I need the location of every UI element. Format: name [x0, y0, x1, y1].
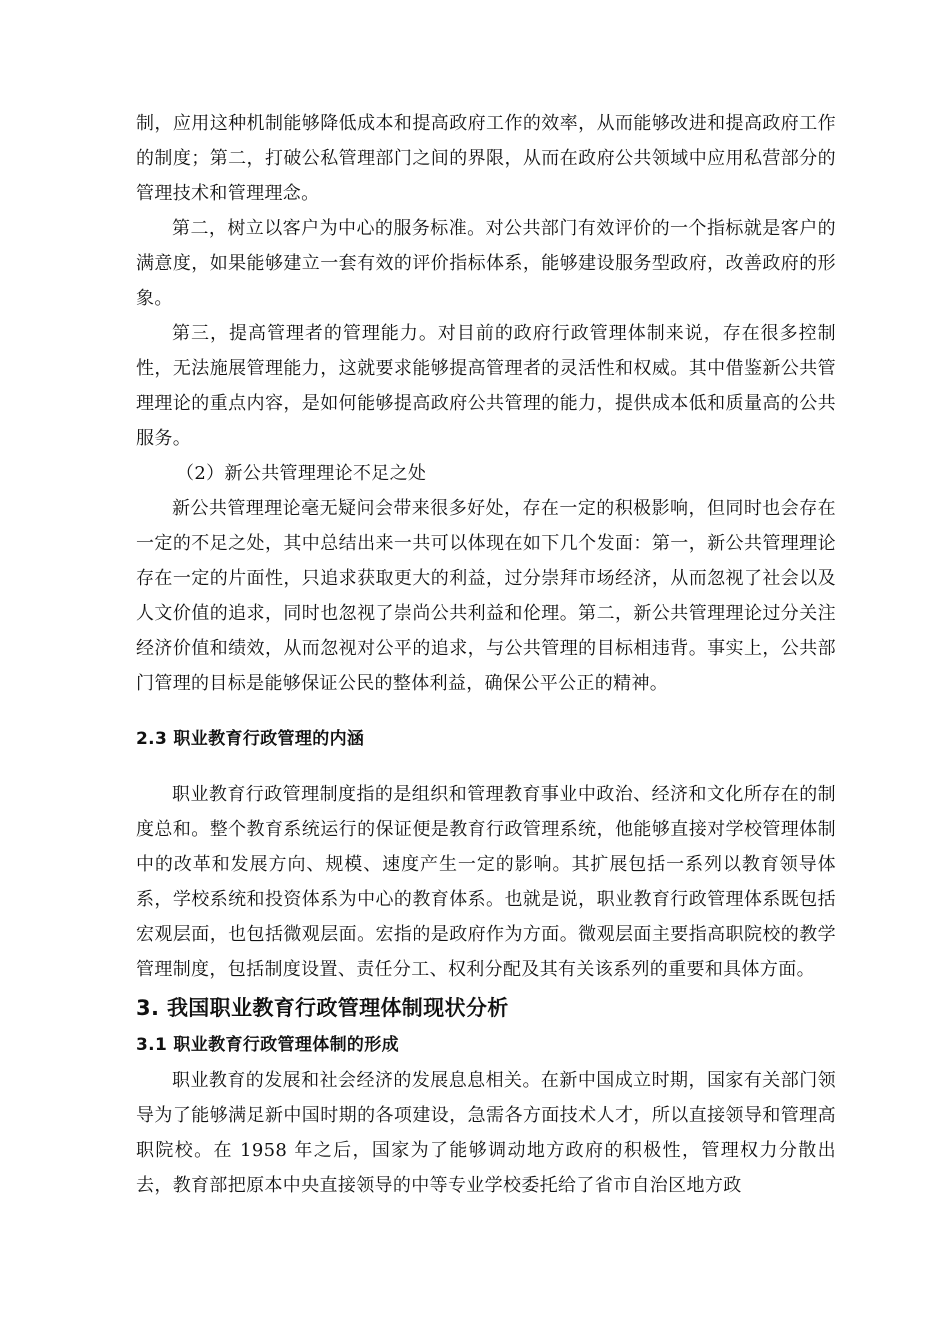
chapter-heading-3: 3. 我国职业教育行政管理体制现状分析	[136, 996, 509, 1020]
document-page	[136, 106, 836, 1203]
paragraph-formation: 职业教育的发展和社会经济的发展息息相关。在新中国成立时期，国家有关部门领导为了能够满足新中国时期的各项建设，急需各方面技术人才，所以直接领导和管理高职院校。在 1958 年之后，国家为了能够调动地方政府的积极性，管理权力分散出去，教育部把原本中央直接领导的中等专业学校委托给了省市自治区地方政	[136, 1070, 836, 1196]
paragraph-second-point: 第二，树立以客户为中心的服务标准。对公共部门有效评价的一个指标就是客户的满意度，如果能够建立一套有效的评价指标体系，能够建设服务型政府，改善政府的形象。	[136, 218, 836, 309]
section-heading-2-3: 2.3 职业教育行政管理的内涵	[136, 729, 365, 749]
section-heading-3-1: 3.1 职业教育行政管理体制的形成	[136, 1035, 399, 1055]
paragraph-connotation: 职业教育行政管理制度指的是组织和管理教育事业中政治、经济和文化所存在的制度总和。整个教育系统运行的保证便是教育行政管理系统，他能够直接对学校管理体制中的改革和发展方向、规模、速度产生一定的影响。其扩展包括一系列以教育领导体系，学校系统和投资体系为中心的教育体系。也就是说，职业教育行政管理体系既包括宏观层面，也包括微观层面。宏指的是政府作为方面。微观层面主要指高职院校的教学管理制度，包括制度设置、责任分工、权利分配及其有关该系列的重要和具体方面。	[136, 784, 836, 980]
paragraph-shortcomings: 新公共管理理论毫无疑问会带来很多好处，存在一定的积极影响，但同时也会存在一定的不足之处，其中总结出来一共可以体现在如下几个发面：第一，新公共管理理论存在一定的片面性，只追求获取更大的利益，过分崇拜市场经济，从而忽视了社会以及人文价值的追求，同时也忽视了崇尚公共利益和伦理。第二，新公共管理理论过分关注经济价值和绩效，从而忽视对公平的追求，与公共管理的目标相违背。事实上，公共部门管理的目标是能够保证公民的整体利益，确保公平公正的精神。	[136, 498, 836, 694]
paragraph-third-point: 第三，提高管理者的管理能力。对目前的政府行政管理体制来说，存在很多控制性，无法施展管理能力，这就要求能够提高管理者的灵活性和权威。其中借鉴新公共管理理论的重点内容，是如何能够提高政府公共管理的能力，提供成本低和质量高的公共服务。	[136, 323, 836, 449]
subheading-shortcomings: （2）新公共管理理论不足之处	[176, 463, 427, 484]
paragraph-continued: 制，应用这种机制能够降低成本和提高政府工作的效率，从而能够改进和提高政府工作的制度；第二，打破公私管理部门之间的界限，从而在政府公共领域中应用私营部分的管理技术和管理理念。	[136, 113, 836, 204]
